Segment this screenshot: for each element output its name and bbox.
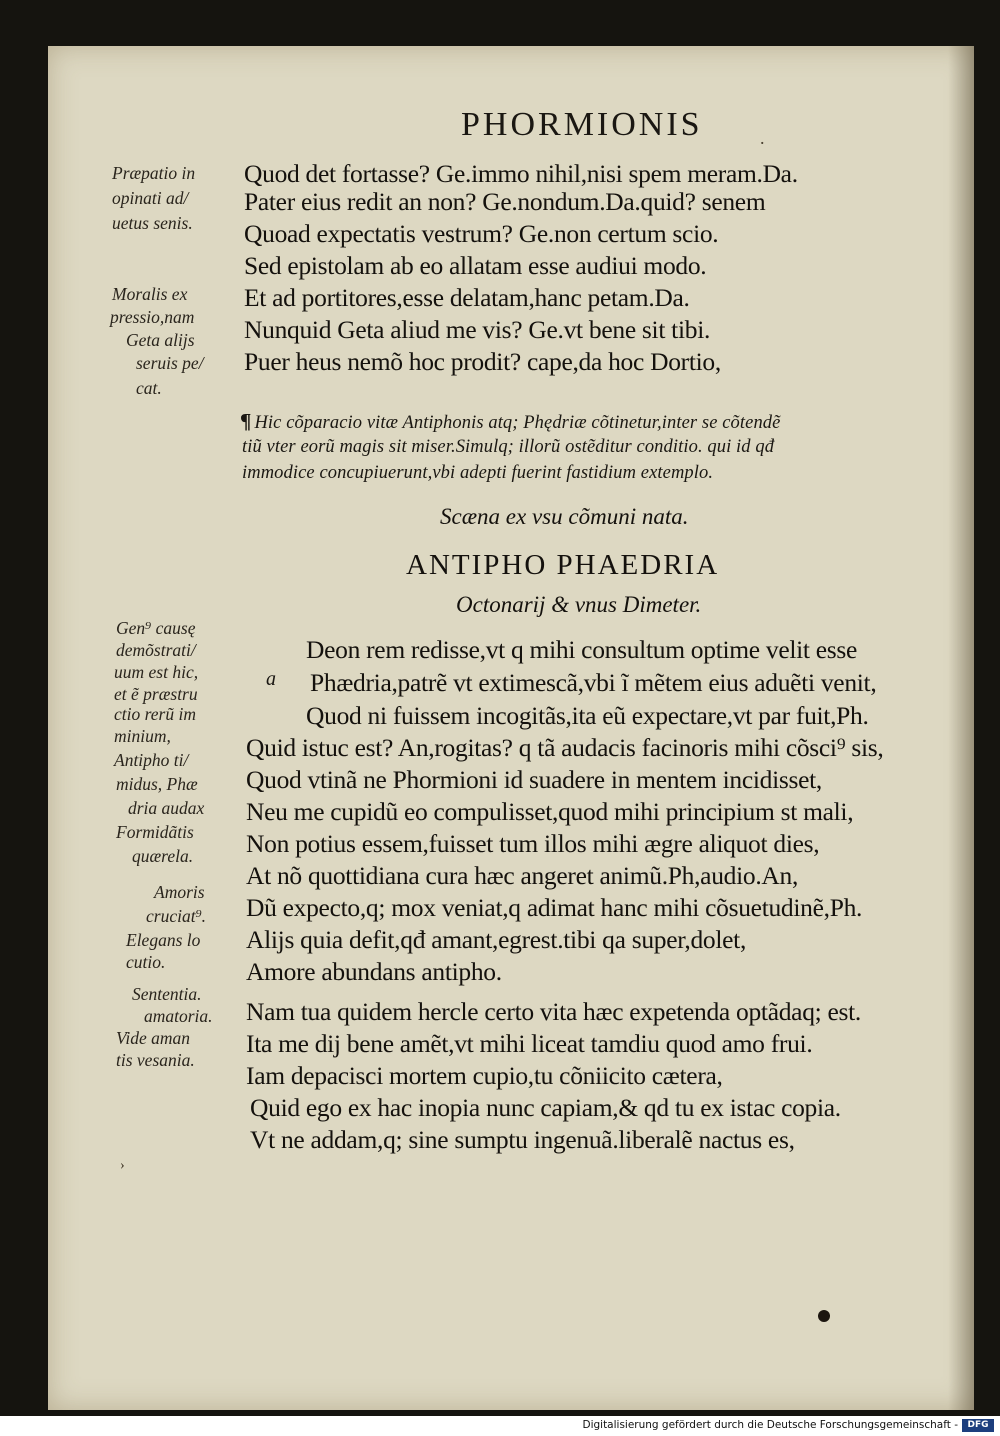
ink-dot (818, 1310, 830, 1322)
verse-line: Quod vtinã ne Phormioni id suadere in mentem incidisset, (246, 765, 822, 794)
running-header: PHORMIONIS (461, 106, 703, 143)
verse-line: Et ad portitores,esse delatam,hanc petam.Da. (244, 283, 690, 312)
verse-line: Quod det fortasse? Ge.immo nihil,nisi spem meram.Da. (244, 159, 798, 188)
verse-line: Sed epistolam ab eo allatam esse audiui modo. (244, 251, 707, 280)
verse-line: Nam tua quidem hercle certo vita hæc expetenda optãdaq; est. (246, 997, 862, 1026)
margin-gloss: Amoris (154, 882, 205, 902)
verse-line: At nõ quottidiana cura hæc angeret animũ.Ph,audio.An, (246, 861, 799, 890)
margin-gloss: pressio,nam (110, 307, 195, 327)
footer-bar (0, 1416, 1000, 1436)
margin-gloss: amatoria. (144, 1006, 213, 1026)
margin-gloss: cat. (136, 378, 162, 398)
margin-gloss: Sententia. (132, 984, 202, 1004)
margin-gloss: Formidãtis (116, 822, 194, 842)
margin-gloss: Elegans lo (126, 930, 201, 950)
meter-heading: Octonarij & vnus Dimeter. (456, 592, 702, 617)
margin-gloss: Geta aliјs (126, 330, 195, 350)
margin-gloss: Vide aman (116, 1028, 191, 1048)
margin-gloss: cutio. (126, 952, 166, 972)
dfg-logo: DFG (962, 1419, 994, 1432)
scene-caption: Scæna ex vsu cõmuni nata. (440, 504, 689, 529)
margin-gloss: minium, (114, 726, 171, 746)
margin-gloss: Antipho ti/ (114, 750, 189, 770)
verse-line: Puer heus nemõ hoc prodit? cape,da hoc Dortio, (244, 347, 721, 376)
line-marker: a (266, 668, 276, 690)
verse-line: Non potius essem,fuisset tum illos mihi ægre aliquot dies, (246, 829, 820, 858)
margin-gloss: Moralis ex (112, 284, 188, 304)
verse-line: Nunquid Geta aliud me vis? Ge.vt bene sit tibi. (244, 315, 711, 344)
verse-line: Deon rem redisse,vt q mihi consultum optime velit esse (306, 635, 858, 664)
margin-gloss: seruis pe/ (136, 353, 204, 373)
pilcrow-icon: ¶ (240, 409, 252, 433)
margin-gloss: demõstrati/ (116, 640, 196, 660)
commentary-line: immodice concupiuerunt,vbi adepti fuerint fastidium extemplo. (242, 463, 714, 483)
commentary-text: Hic cõparacio vitæ Antiphonis atq; Phędriæ cõtinetur,inter se cõtendẽ (254, 413, 781, 433)
commentary-line (240, 408, 780, 436)
margin-gloss: dria audax (128, 798, 205, 818)
verse-line: Ita me dij bene amẽt,vt mihi liceat tamdiu quod amo frui. (246, 1029, 813, 1058)
margin-gloss: Gen⁹ causę (116, 618, 196, 638)
margin-gloss: midus, Phæ (116, 774, 198, 794)
verse-line: Vt ne addam,q; sine sumptu ingenuã.liberalẽ nactus es, (250, 1125, 795, 1154)
footer-credit: Digitalisierung gefördert durch die Deutsche Forschungsgemeinschaft - (582, 1419, 958, 1431)
commentary-line: tiũ vter eorũ magis sit miser.Simulq; illorũ ostẽditur conditio. qui id qđ (242, 437, 775, 457)
margin-gloss: opinati ad/ (112, 188, 189, 208)
verse-line: Aliјs quia defit,qđ amant,egrest.tibi qa super,dolet, (246, 925, 747, 954)
margin-gloss: tis vesania. (116, 1050, 195, 1070)
speakers-heading: ANTIPHO PHAEDRIA (406, 549, 720, 581)
header-mark: . (760, 128, 765, 148)
margin-gloss: quærela. (132, 846, 194, 866)
margin-mark: › (120, 1158, 125, 1173)
margin-gloss: uetus senis. (112, 213, 193, 233)
verse-line: Amore abundans antipho. (246, 957, 502, 986)
verse-line: Pater eius redit an non? Ge.nondum.Da.quid? senem (244, 187, 766, 216)
verse-line: Quoad expectatis vestrum? Ge.non certum scio. (244, 219, 719, 248)
margin-gloss: uum est hic, (114, 662, 199, 682)
verse-line: Iam depacisci mortem cupio,tu cõniicito cætera, (246, 1061, 723, 1090)
margin-gloss: cruciat⁹. (146, 906, 207, 926)
verse-line: Phædria,patrẽ vt extimescã,vbi ĩ mẽtem eius aduẽti venit, (310, 668, 877, 697)
margin-gloss: et ẽ præstru (114, 684, 198, 704)
verse-line: Neu me cupidũ eo compulisset,quod mihi principium st mali, (246, 797, 854, 826)
page-gutter-shadow (948, 46, 974, 1410)
verse-line: Quod ni fuissem incogitãs,ita eũ expectare,vt par fuit,Ph. (306, 701, 869, 730)
margin-gloss: Præpatio in (112, 163, 196, 183)
manuscript-page (48, 46, 974, 1410)
verse-line: Dũ expecto,q; mox veniat,q adimat hanc mihi cõsuetudinẽ,Ph. (246, 893, 863, 922)
verse-line: Quid ego ex hac inopia nunc capiam,& qd tu ex istac copia. (250, 1093, 841, 1122)
verse-line: Quid istuc est? An,rogitas? q tã audacis facinoris mihi cõsci⁹ sis, (246, 733, 884, 762)
margin-gloss: ctio rerũ im (114, 704, 196, 724)
